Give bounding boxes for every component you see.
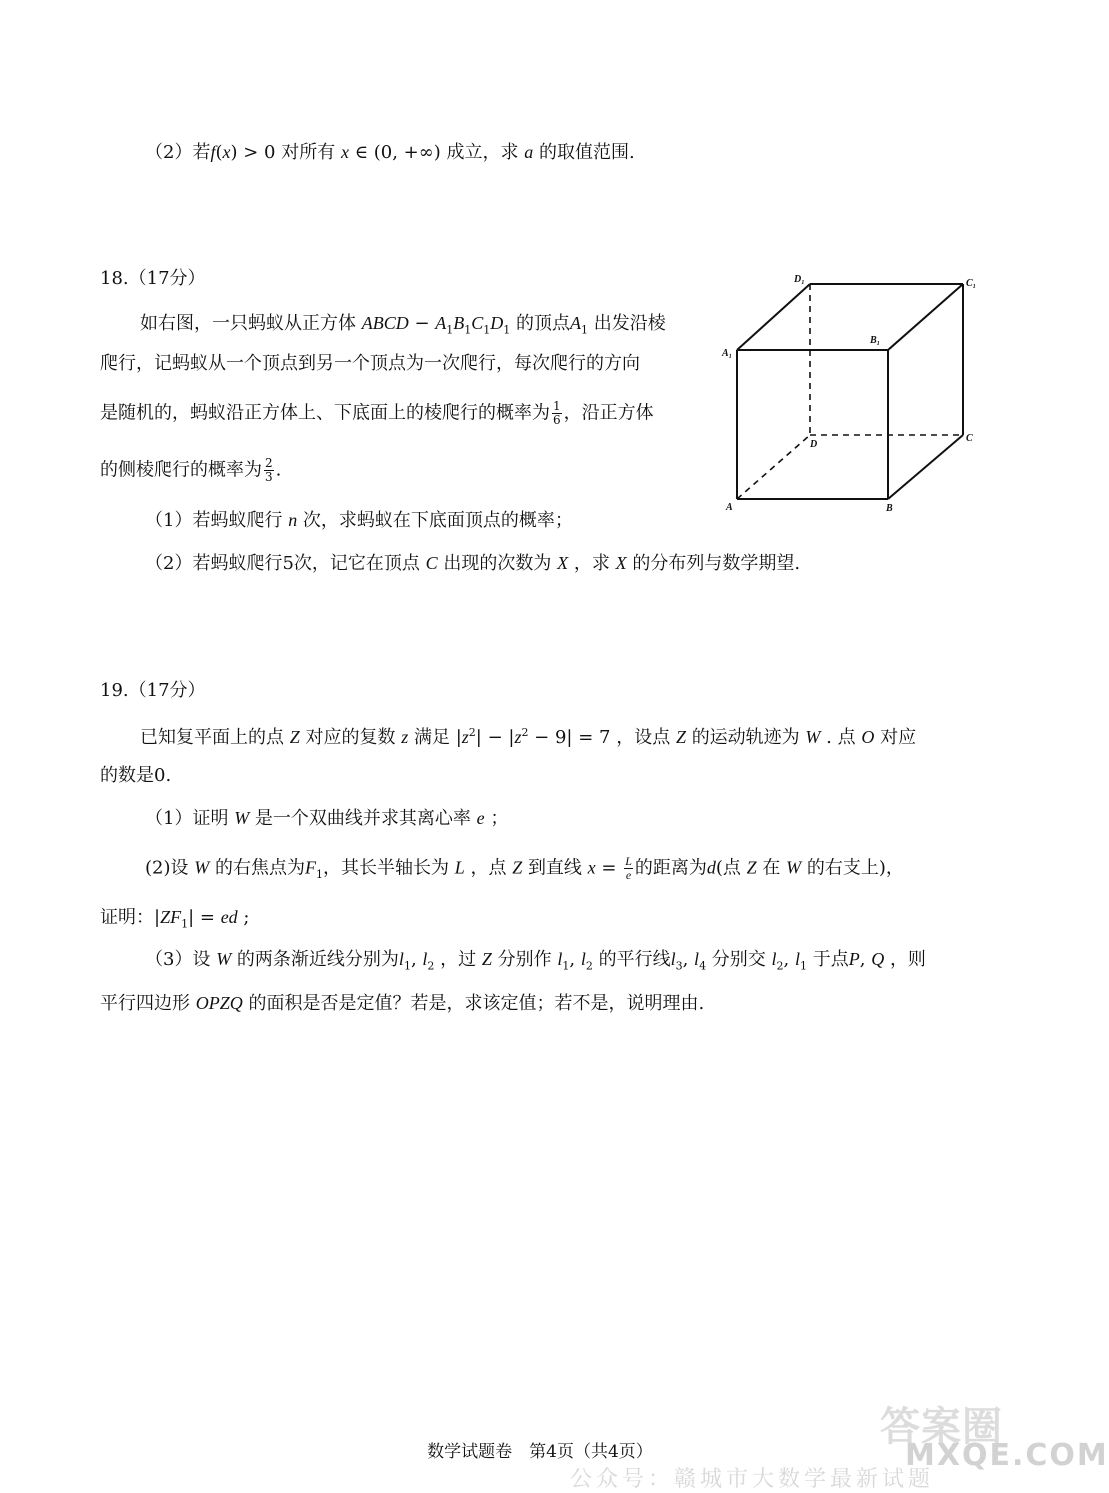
page-footer: 数学试题卷 第4页（共4页） (427, 1442, 653, 1462)
label-D: D (810, 439, 818, 450)
watermark-logo: 答案圈 (880, 1404, 1003, 1450)
q17-part2: （2）若f(x) > 0 对所有 x ∈ (0, +∞) 成立，求 a 的取值范围. (145, 142, 635, 163)
q19-part1: （1）证明 W 是一个双曲线并求其离心率 e ； (145, 808, 509, 829)
q19-line2: 的数是0. (100, 765, 172, 786)
fraction-L-over-e: $\frac{L}{e}$ (625, 854, 632, 882)
q19-part2-proof: 证明：$|ZF_1|$ = ed ; (100, 907, 250, 931)
label-B1: B₁ (870, 335, 881, 346)
fraction-two-thirds: $\frac{2}{3}$ (265, 456, 273, 484)
q19-part2: (2)设 W 的右焦点为$F_1$，其长半轴长为 L ，点 Z 到直线 x = $\frac{L}{e}$ 的距离为d(点 Z 在 W 的右支上)， (145, 854, 904, 882)
label-B: B (886, 503, 893, 514)
q18-part1: （1）若蚂蚁爬行 n 次，求蚂蚁在下底面顶点的概率； (145, 510, 573, 531)
label-A1: A₁ (722, 348, 733, 359)
q18-header: 18.（17分） (100, 268, 206, 289)
watermark-site: MXQE.COM (905, 1438, 1109, 1473)
label-C: C (966, 433, 973, 444)
q18-part2: （2）若蚂蚁爬行5次，记它在顶点 C 出现的次数为 X ，求 X 的分布列与数学期望. (145, 553, 801, 574)
label-C1: C₁ (966, 278, 977, 289)
q19-line1: 已知复平面上的点 Z 对应的复数 z 满足 $|z^2| - |z^2 - 9| = 7$ ，设点 Z 的运动轨迹为 W . 点 O 对应 (140, 726, 917, 748)
label-A: A (726, 502, 733, 513)
q19-part3: （3）设 W 的两条渐近线分别为$l_1$, $l_2$ ，过 Z 分别作 $l_1$, $l_2$ 的平行线$l_3$, $l_4$ 分别交 $l_2$, $l_1$ 于点P, Q ，则 (145, 949, 926, 973)
q18-line3: 是随机的，蚂蚁沿正方体上、下底面上的棱爬行的概率为 $\frac{1}{6}$ ，沿正方体 (100, 399, 654, 427)
q19-header: 19.（17分） (100, 680, 206, 701)
label-D1: D₁ (794, 274, 805, 285)
q18-line1: 如右图，一只蚂蚁从正方体 ABCD − $A_1B_1C_1D_1$ 的顶点$A_1$ 出发沿棱 (140, 313, 666, 337)
q19-part3-line2: 平行四边形 OPZQ 的面积是否是定值？若是，求该定值；若不是，说明理由. (100, 993, 705, 1014)
fraction-one-sixth: $\frac{1}{6}$ (553, 399, 561, 427)
q18-line2: 爬行，记蚂蚁从一个顶点到另一个顶点为一次爬行，每次爬行的方向 (100, 353, 640, 374)
cube-diagram (720, 268, 990, 518)
q18-line4: 的侧棱爬行的概率为 $\frac{2}{3}$ . (100, 456, 282, 484)
watermark-account: 公众号：赣城市大数学最新试题 (570, 1467, 935, 1492)
